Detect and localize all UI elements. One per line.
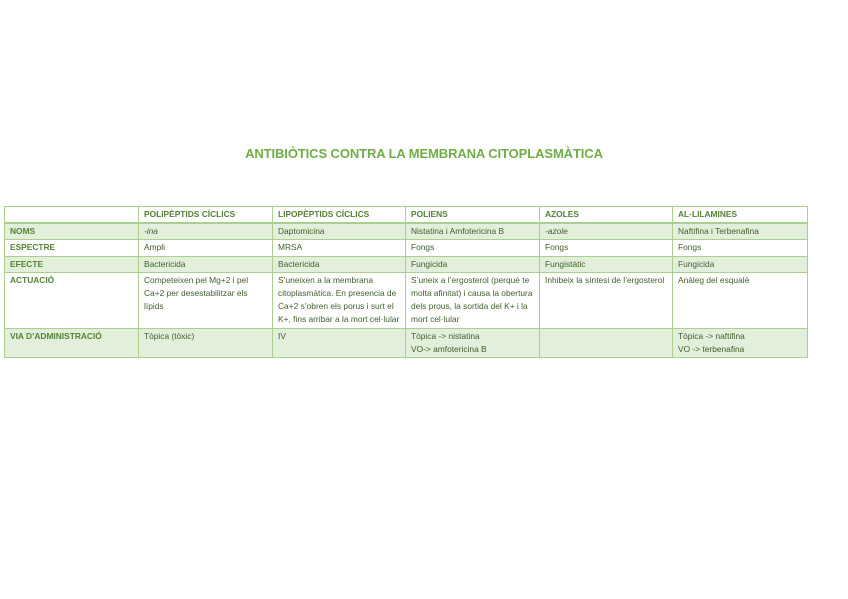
table-cell: Fongs: [406, 240, 540, 256]
table-header-row: [5, 207, 808, 224]
table-cell: Fungicida: [406, 256, 540, 272]
header-cell-alilamines: AL·LILAMINES: [673, 207, 808, 224]
table-cell: Tòpica (tòxic): [139, 328, 273, 357]
table-row-efecte: [5, 256, 808, 272]
table-row-espectre: [5, 240, 808, 256]
header-cell-polipeptids: POLIPÈPTIDS CÍCLICS: [139, 207, 273, 224]
cell-line: Tòpica -> nistatina: [411, 330, 480, 341]
header-cell-azoles: AZOLES: [540, 207, 673, 224]
table-cell: MRSA: [273, 240, 406, 256]
cell-line: Tòpica -> naftifina: [678, 330, 745, 341]
cell-line: VO -> terbenafina: [678, 343, 745, 354]
table-cell: -ina: [139, 223, 273, 240]
header-cell-poliens: POLIENS: [406, 207, 540, 224]
row-label-actuacio: ACTUACIÓ: [5, 272, 139, 328]
table-cell: Fungistàtic: [540, 256, 673, 272]
table-cell: S’uneixen a la membrana citoplasmàtica. En presencia de Ca+2 s’obren els porus i surt el K+, fins arribar a la mort cel·lular: [273, 272, 406, 328]
table-row-noms: [5, 223, 808, 240]
table-cell: Bactericida: [139, 256, 273, 272]
table-cell: Competeixen pel Mg+2 i pel Ca+2 per desestabilitzar els lípids: [139, 272, 273, 328]
table-cell: [406, 328, 540, 357]
table-row-actuacio: [5, 272, 808, 328]
row-label-via-administracio: VIA D’ADMINISTRACIÓ: [5, 328, 139, 357]
table-cell: [540, 328, 673, 357]
table-cell: -azole: [540, 223, 673, 240]
table-cell: Fongs: [540, 240, 673, 256]
antibiotics-table: [4, 206, 808, 358]
table-cell: Fungicida: [673, 256, 808, 272]
table-cell: Naftifina i Terbenafina: [673, 223, 808, 240]
table-cell: Nistatina i Amfotericina B: [406, 223, 540, 240]
table-cell: [673, 328, 808, 357]
page-title: ANTIBIÒTICS CONTRA LA MEMBRANA CITOPLASMÀTICA: [245, 146, 603, 161]
table-cell: Anàleg del esqualè: [673, 272, 808, 328]
row-label-espectre: ESPECTRE: [5, 240, 139, 256]
header-cell-corner: [5, 207, 139, 224]
cell-line: VO-> amfotericina B: [411, 343, 487, 354]
table-cell: Fongs: [673, 240, 808, 256]
row-label-noms: NOMS: [5, 223, 139, 240]
table-cell: S’uneix a l’ergosterol (perquè te molta afinitat) i causa la obertura dels prous, la sortida del K+ i la mort cel·lular: [406, 272, 540, 328]
table-row-via-administracio: [5, 328, 808, 357]
table-cell: Inhibeix la síntesi de l’ergosterol: [540, 272, 673, 328]
row-label-efecte: EFECTE: [5, 256, 139, 272]
table-cell: Daptomicina: [273, 223, 406, 240]
header-cell-lipopeptids: LIPOPÈPTIDS CÍCLICS: [273, 207, 406, 224]
table-cell: Ampli: [139, 240, 273, 256]
table-cell: IV: [273, 328, 406, 357]
table-cell: Bactericida: [273, 256, 406, 272]
